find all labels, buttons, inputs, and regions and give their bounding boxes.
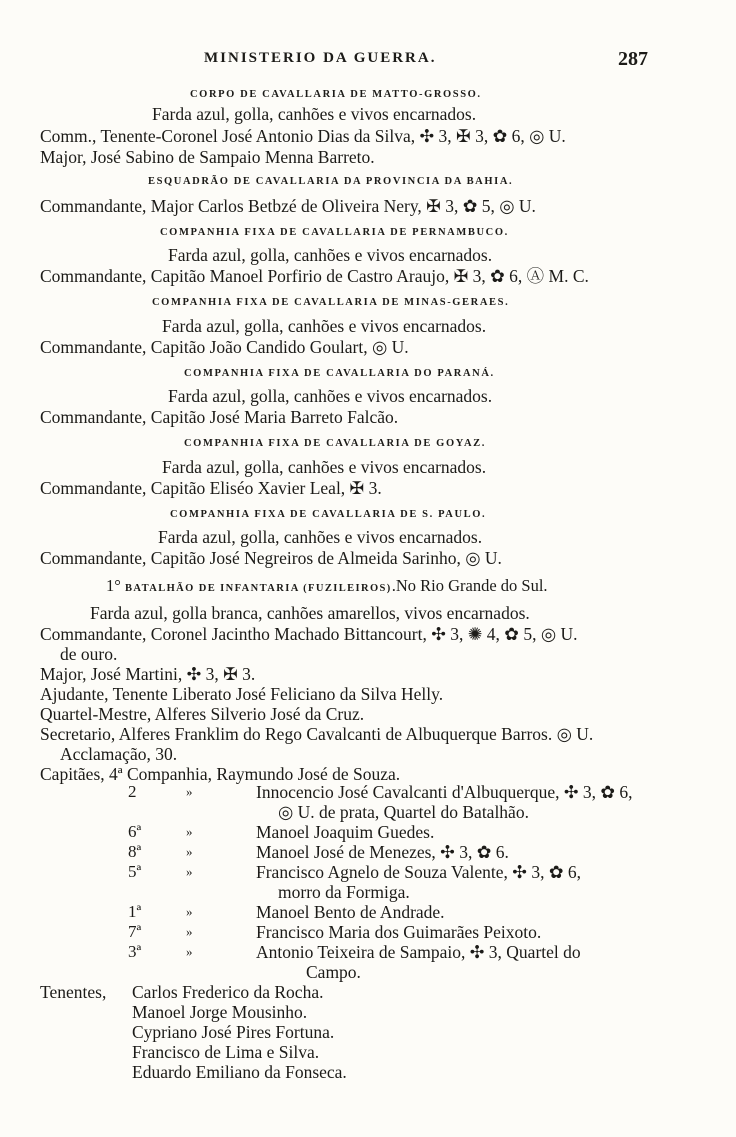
entry-line: Comm., Tenente-Coronel José Antonio Dias da Silva, ✣ 3, ✠ 3, ✿ 6, ◎ U. <box>40 126 566 146</box>
uniform-line: Farda azul, golla, canhões e vivos encarnados. <box>162 457 487 477</box>
entry-line: Commandante, Capitão José Maria Barreto Falcão. <box>40 407 399 427</box>
battalion-place: .No Rio Grande do Sul. <box>391 576 548 595</box>
company-number: 6ª <box>128 822 142 841</box>
battalion-heading <box>106 576 548 596</box>
captain-line: Manoel Bento de Andrade. <box>256 902 445 922</box>
captain-line: Manoel Joaquim Guedes. <box>256 822 435 842</box>
battalion-number: 1° <box>106 576 121 595</box>
section-heading: COMPANHIA FIXA DE CAVALLARIA DO PARANÁ. <box>184 368 495 379</box>
section-heading: ESQUADRÃO DE CAVALLARIA DA PROVINCIA DA BAHIA. <box>148 176 514 187</box>
running-head: MINISTERIO DA GUERRA. <box>204 50 437 66</box>
entry-line: Commandante, Capitão Eliséo Xavier Leal, ✠ 3. <box>40 478 382 498</box>
captain-line-cont: Campo. <box>306 962 361 982</box>
ditto-mark: » <box>186 824 193 839</box>
captain-line-cont: ◎ U. de prata, Quartel do Batalhão. <box>278 802 529 822</box>
captain-line: Innocencio José Cavalcanti d'Albuquerque, ✣ 3, ✿ 6, <box>256 782 633 802</box>
company-number: 3ª <box>128 942 142 961</box>
tenente-name: Cypriano José Pires Fortuna. <box>132 1022 335 1042</box>
section-heading: COMPANHIA FIXA DE CAVALLARIA DE PERNAMBUCO. <box>160 227 509 238</box>
company-number: 7ª <box>128 922 142 941</box>
uniform-line: Farda azul, golla branca, canhões amarellos, vivos encarnados. <box>90 603 530 623</box>
uniform-line: Farda azul, golla, canhões e vivos encarnados. <box>152 104 477 124</box>
tenente-name: Carlos Frederico da Rocha. <box>132 982 324 1002</box>
company-number: 1ª <box>128 902 142 921</box>
entry-line: Commandante, Coronel Jacintho Machado Bittancourt, ✣ 3, ✺ 4, ✿ 5, ◎ U. <box>40 624 578 644</box>
entry-line: Quartel-Mestre, Alferes Silverio José da Cruz. <box>40 704 365 724</box>
company-number: 5ª <box>128 862 142 881</box>
entry-line: Ajudante, Tenente Liberato José Feliciano da Silva Helly. <box>40 684 444 704</box>
uniform-line: Farda azul, golla, canhões e vivos encarnados. <box>168 245 493 265</box>
entry-line: Major, José Sabino de Sampaio Menna Barreto. <box>40 147 375 167</box>
section-heading: COMPANHIA FIXA DE CAVALLARIA DE S. PAULO. <box>170 509 487 520</box>
tenente-name: Manoel Jorge Mousinho. <box>132 1002 308 1022</box>
ditto-mark: » <box>186 784 193 799</box>
captain-line: Antonio Teixeira de Sampaio, ✣ 3, Quartel do <box>256 942 581 962</box>
tenentes-label: Tenentes, <box>40 982 107 1002</box>
entry-line: Commandante, Capitão João Candido Goulart, ◎ U. <box>40 337 409 357</box>
captain-line: Francisco Agnelo de Souza Valente, ✣ 3, ✿ 6, <box>256 862 581 882</box>
entry-line: Capitães, 4ª Companhia, Raymundo José de Souza. <box>40 764 401 784</box>
entry-line: Commandante, Capitão José Negreiros de Almeida Sarinho, ◎ U. <box>40 548 502 568</box>
entry-line: Commandante, Capitão Manoel Porfirio de Castro Araujo, ✠ 3, ✿ 6, Ⓐ M. C. <box>40 266 589 286</box>
uniform-line: Farda azul, golla, canhões e vivos encarnados. <box>162 316 487 336</box>
company-number: 8ª <box>128 842 142 861</box>
company-number: 2 <box>128 782 137 801</box>
entry-line: Secretario, Alferes Franklim do Rego Cavalcanti de Albuquerque Barros. ◎ U. <box>40 724 594 744</box>
section-heading: COMPANHIA FIXA DE CAVALLARIA DE GOYAZ. <box>184 438 486 449</box>
ditto-mark: » <box>186 864 193 879</box>
captain-line: Francisco Maria dos Guimarães Peixoto. <box>256 922 542 942</box>
entry-line: Major, José Martini, ✣ 3, ✠ 3. <box>40 664 256 684</box>
entry-line: de ouro. <box>60 644 118 664</box>
uniform-line: Farda azul, golla, canhões e vivos encarnados. <box>158 527 483 547</box>
entry-line: Acclamação, 30. <box>60 744 178 764</box>
ditto-mark: » <box>186 904 193 919</box>
uniform-line: Farda azul, golla, canhões e vivos encarnados. <box>168 386 493 406</box>
entry-line: Commandante, Major Carlos Betbzé de Oliveira Nery, ✠ 3, ✿ 5, ◎ U. <box>40 196 536 216</box>
section-heading: CORPO DE CAVALLARIA DE MATTO-GROSSO. <box>190 89 482 100</box>
battalion-name: BATALHÃO DE INFANTARIA (FUZILEIROS) <box>124 583 392 594</box>
captain-line-cont: morro da Formiga. <box>278 882 410 902</box>
tenente-name: Francisco de Lima e Silva. <box>132 1042 320 1062</box>
captain-line: Manoel José de Menezes, ✣ 3, ✿ 6. <box>256 842 509 862</box>
tenente-name: Eduardo Emiliano da Fonseca. <box>132 1062 347 1082</box>
ditto-mark: » <box>186 844 193 859</box>
section-heading: COMPANHIA FIXA DE CAVALLARIA DE MINAS-GERAES. <box>152 297 510 308</box>
ditto-mark: » <box>186 944 193 959</box>
ditto-mark: » <box>186 924 193 939</box>
page-number: 287 <box>618 48 648 70</box>
